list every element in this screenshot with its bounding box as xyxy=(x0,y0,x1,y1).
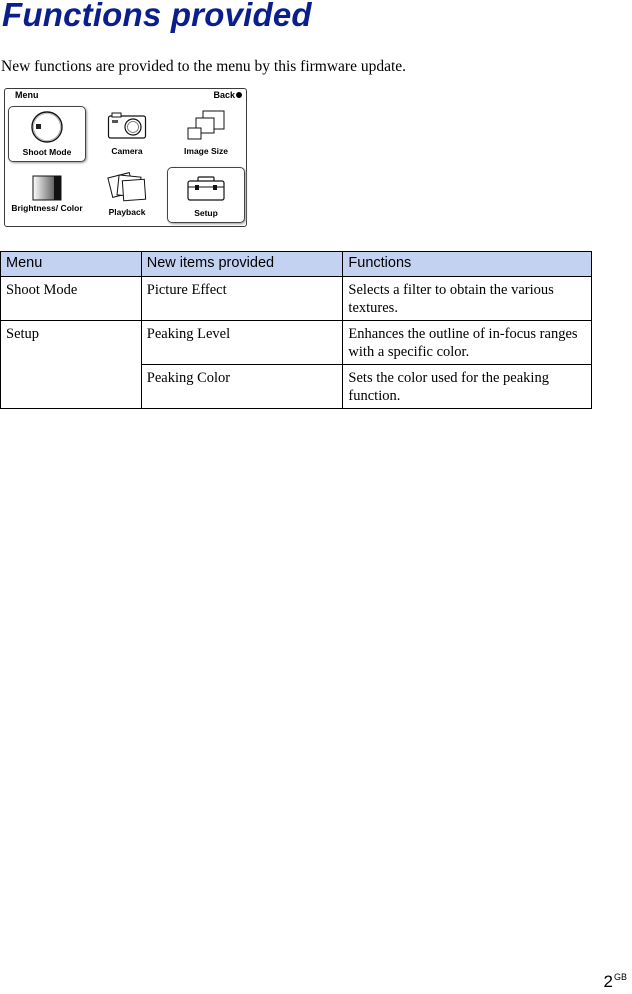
page-title: Functions provided xyxy=(2,0,312,33)
tile-label: Setup xyxy=(194,208,218,218)
header-menu: Menu xyxy=(1,252,142,277)
functions-table xyxy=(0,251,592,409)
page-number xyxy=(604,972,627,992)
header-new-items: New items provided xyxy=(141,252,343,277)
table-header-row xyxy=(1,252,592,277)
camera-back-button xyxy=(213,90,242,100)
brightness-icon xyxy=(32,175,62,201)
tile-label: Shoot Mode xyxy=(22,147,72,157)
tile-label: Brightness/ Color xyxy=(11,203,83,213)
tile-image-size xyxy=(167,106,245,162)
page-number-suffix: GB xyxy=(613,972,627,982)
tile-playback xyxy=(88,167,166,223)
camera-menu-label: Menu xyxy=(15,90,39,100)
tile-setup xyxy=(167,167,245,223)
page-number-value: 2 xyxy=(603,972,613,991)
image-size-icon xyxy=(186,110,226,142)
table-row xyxy=(1,321,592,365)
camera-icon xyxy=(107,112,147,140)
camera-menu-screenshot xyxy=(4,88,247,227)
tile-label: Playback xyxy=(108,207,146,217)
tile-camera xyxy=(88,106,166,162)
cell-item: Peaking Color xyxy=(141,365,343,409)
tile-label: Image Size xyxy=(184,146,228,156)
back-dot-icon xyxy=(236,92,242,98)
dial-icon xyxy=(31,110,63,144)
intro-text: New functions are provided to the menu by this firmware update. xyxy=(1,58,407,75)
tile-brightness-color xyxy=(8,167,86,223)
cell-item: Picture Effect xyxy=(141,277,343,321)
tile-shoot-mode xyxy=(8,106,86,162)
header-functions: Functions xyxy=(343,252,592,277)
cell-function: Sets the color used for the peaking function. xyxy=(343,365,592,409)
camera-back-label: Back xyxy=(213,90,235,100)
playback-icon xyxy=(106,169,148,205)
toolbox-icon xyxy=(186,176,226,202)
tile-label: Camera xyxy=(111,146,143,156)
cell-function: Selects a filter to obtain the various textures. xyxy=(343,277,592,321)
table-row xyxy=(1,277,592,321)
cell-menu: Setup xyxy=(1,321,142,409)
cell-function: Enhances the outline of in-focus ranges with a specific color. xyxy=(343,321,592,365)
cell-item: Peaking Level xyxy=(141,321,343,365)
cell-menu: Shoot Mode xyxy=(1,277,142,321)
